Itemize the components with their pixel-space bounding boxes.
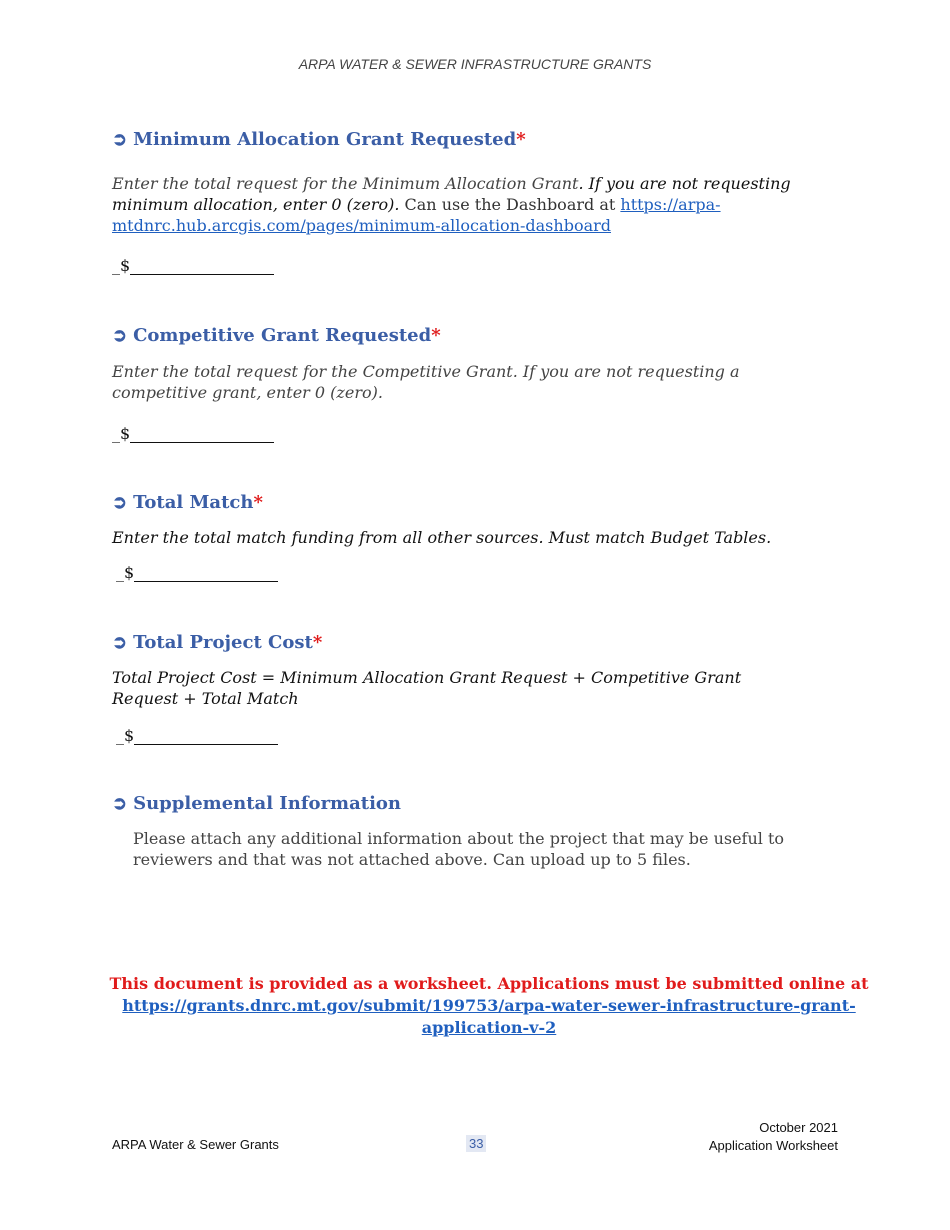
total-project-cost-amount-field[interactable] [116, 726, 278, 745]
section-heading-total-match [112, 492, 263, 513]
submission-link[interactable]: https://grants.dnrc.mt.gov/submit/199753/arpa-water-sewer-infrastructure-grant-application-v-2 [122, 996, 856, 1037]
page-number: 33 [466, 1135, 486, 1152]
competitive-grant-description: Enter the total request for the Competitive Grant. If you are not requesting a competitive grant, enter 0 (zero). [112, 362, 740, 402]
amount-blank-line [130, 258, 274, 275]
required-asterisk: * [431, 325, 441, 346]
footer-left: ARPA Water & Sewer Grants [112, 1137, 279, 1152]
required-asterisk: * [253, 492, 263, 513]
amount-prefix: _$ [116, 563, 135, 582]
submission-notice [100, 973, 878, 1039]
section-title: Minimum Allocation Grant Requested [133, 129, 517, 150]
total-match-amount-field[interactable] [116, 563, 278, 582]
supplemental-information-description: Please attach any additional information about the project that may be useful to reviewers and that was not attached above. Can upload up to 5 files. [133, 829, 785, 869]
arrow-icon: ➲ [112, 129, 128, 150]
minimum-allocation-description [112, 173, 812, 236]
section-title: Total Project Cost [133, 632, 313, 653]
total-project-cost-description: Total Project Cost = Minimum Allocation Grant Request + Competitive Grant Request + Total Match [112, 668, 742, 708]
competitive-grant-amount-field[interactable] [112, 424, 274, 443]
required-asterisk: * [516, 129, 526, 150]
footer-doc-type: Application Worksheet [708, 1138, 838, 1153]
amount-prefix: _$ [112, 424, 131, 443]
dashboard-link[interactable]: https://arpa-mtdnrc.hub.arcgis.com/pages/minimum-allocation-dashboard [112, 195, 721, 235]
section-title: Total Match [133, 492, 254, 513]
arrow-icon: ➲ [112, 632, 128, 653]
amount-blank-line [134, 728, 278, 745]
section-heading-competitive-grant [112, 325, 441, 346]
amount-blank-line [130, 426, 274, 443]
section-heading-supplemental-information [112, 793, 401, 814]
section-title: Supplemental Information [133, 793, 402, 814]
section-title: Competitive Grant Requested [133, 325, 432, 346]
required-asterisk: * [312, 632, 323, 653]
section-heading-minimum-allocation [112, 129, 526, 150]
desc-bold-italic: . If you are not requesting minimum allocation, enter 0 (zero). [112, 174, 791, 214]
desc-italic: Enter the total request for the Minimum Allocation Grant [112, 174, 579, 193]
arrow-icon: ➲ [112, 793, 128, 814]
footer-date: October 2021 [759, 1120, 838, 1135]
notice-text: This document is provided as a worksheet. Applications must be submitted online at [109, 974, 869, 993]
total-match-description: Enter the total match funding from all other sources. Must match Budget Tables. [112, 528, 772, 547]
amount-blank-line [134, 565, 278, 582]
amount-prefix: _$ [112, 256, 131, 275]
arrow-icon: ➲ [112, 492, 128, 513]
minimum-allocation-amount-field[interactable] [112, 256, 274, 275]
footer-right [709, 1119, 838, 1155]
arrow-icon: ➲ [112, 325, 128, 346]
section-heading-total-project-cost [112, 632, 322, 653]
desc-normal: Can use the Dashboard at [399, 195, 621, 214]
page-header: ARPA WATER & SEWER INFRASTRUCTURE GRANTS [298, 56, 652, 72]
amount-prefix: _$ [116, 726, 135, 745]
